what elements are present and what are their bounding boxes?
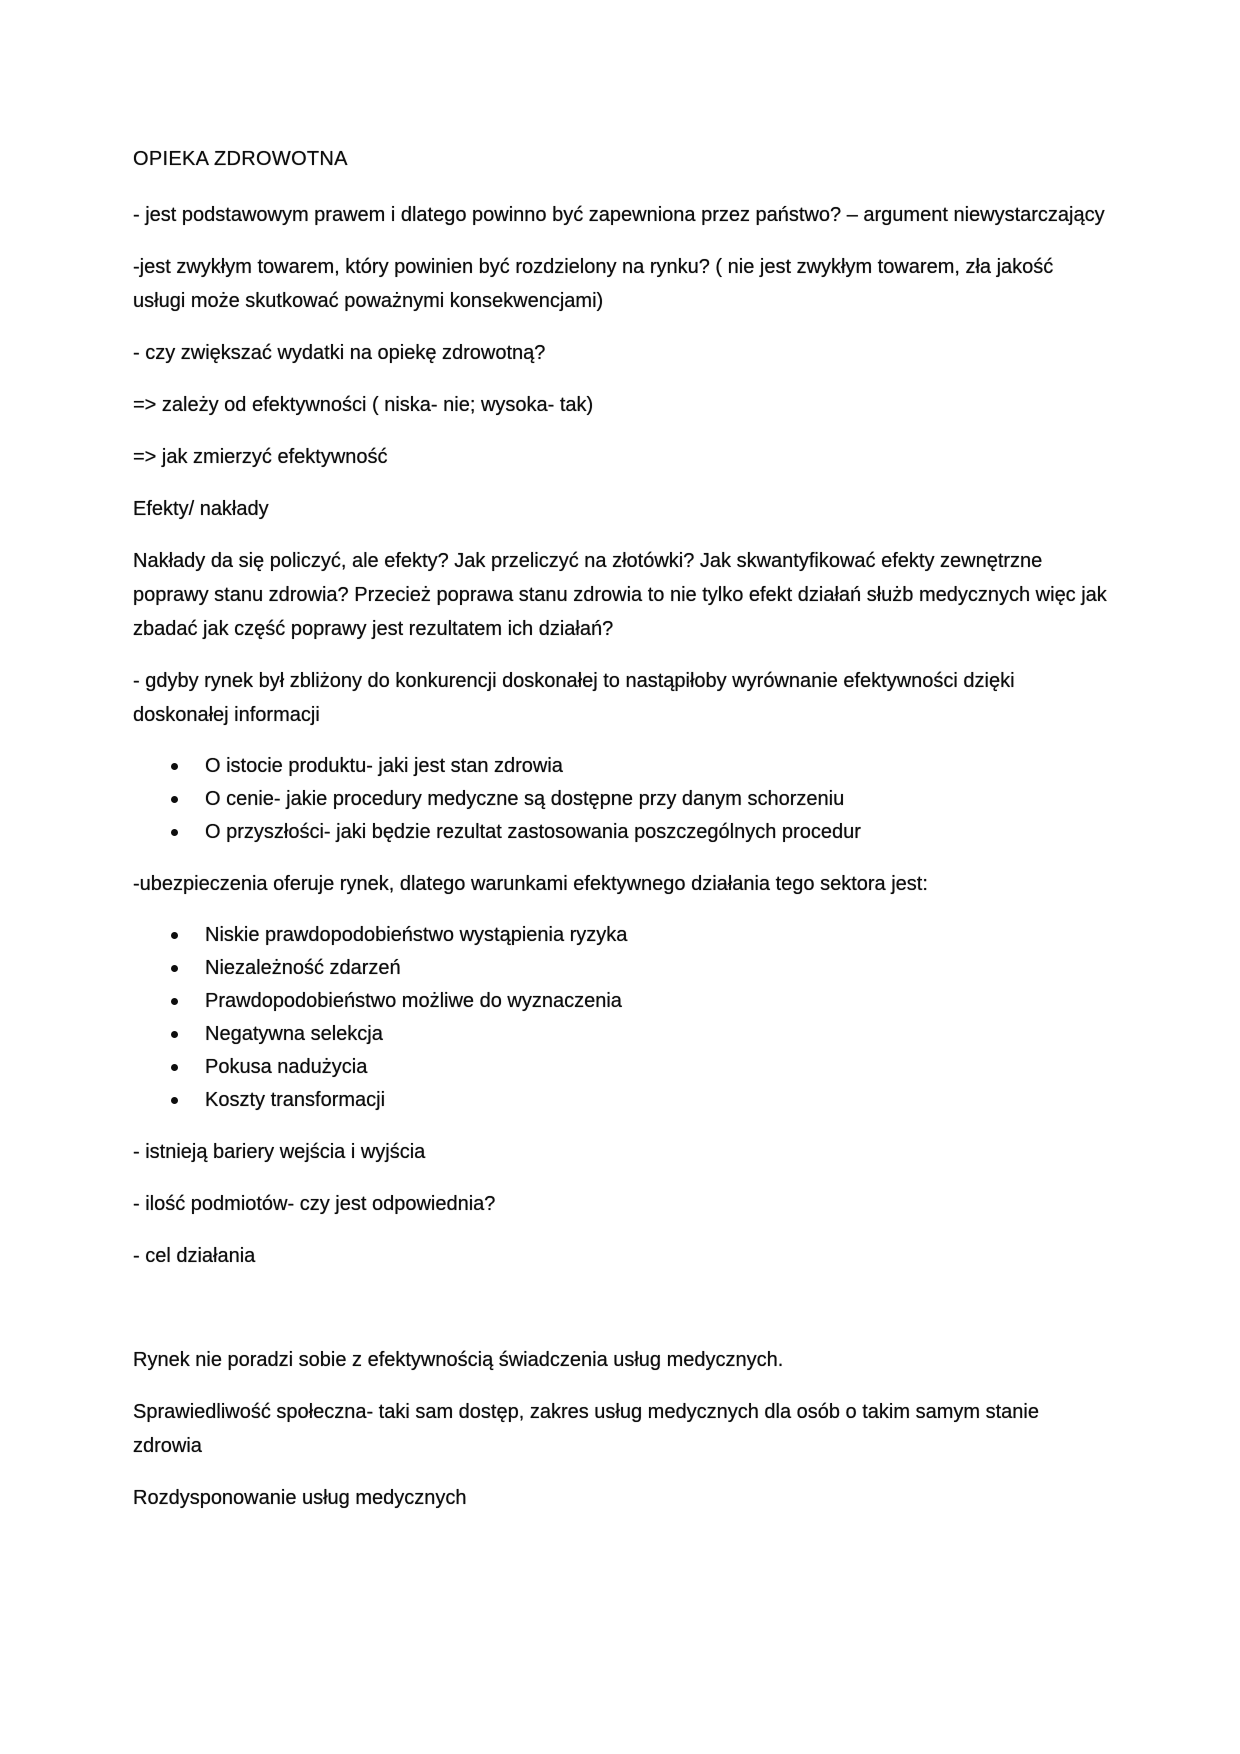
list-item: Pokusa nadużycia <box>133 1051 1110 1084</box>
list-item: Negatywna selekcja <box>133 1018 1110 1051</box>
paragraph-basic-right: - jest podstawowym prawem i dlatego powinno być zapewniona przez państwo? – argument niewystarczający <box>133 204 1105 226</box>
paragraph-insurance-conditions: -ubezpieczenia oferuje rynek, dlatego warunkami efektywnego działania tego sektora jest: <box>133 873 928 895</box>
list-item: Niezależność zdarzeń <box>133 952 1110 985</box>
list-item: Niskie prawdopodobieństwo wystąpienia ryzyka <box>133 919 1110 952</box>
paragraph-how-to-measure: => jak zmierzyć efektywność <box>133 446 388 468</box>
paragraph-entry-exit-barriers: - istnieją bariery wejścia i wyjścia <box>133 1141 426 1163</box>
list-item: O przyszłości- jaki będzie rezultat zastosowania poszczególnych procedur <box>133 816 1110 849</box>
paragraph-effects-inputs: Efekty/ nakłady <box>133 498 269 520</box>
insurance-conditions-list <box>133 919 1110 1117</box>
paragraph-social-justice: Sprawiedliwość społeczna- taki sam dostęp, zakres usług medycznych dla osób o takim samym stanie zdrowia <box>133 1401 1039 1457</box>
list-item: O cenie- jakie procedury medyczne są dostępne przy danym schorzeniu <box>133 783 1110 816</box>
paragraph-number-of-entities: - ilość podmiotów- czy jest odpowiednia? <box>133 1193 496 1215</box>
document-title: OPIEKA ZDROWOTNA <box>133 148 348 170</box>
empty-paragraph <box>133 1291 1110 1343</box>
paragraph-goal-of-action: - cel działania <box>133 1245 256 1267</box>
paragraph-quantify-effects: Nakłady da się policzyć, ale efekty? Jak przeliczyć na złotówki? Jak skwantyfikować efekty zewnętrzne poprawy stanu zdrowia? Przecież poprawa stanu zdrowia to nie tylko efekt działań służb medycznych więc jak zbadać jak część poprawy jest rezultatem ich działań? <box>133 550 1107 640</box>
paragraph-increase-spending: - czy zwiększać wydatki na opiekę zdrowotną? <box>133 342 546 364</box>
paragraph-allocation: Rozdysponowanie usług medycznych <box>133 1487 467 1509</box>
list-item: O istocie produktu- jaki jest stan zdrowia <box>133 750 1110 783</box>
information-list <box>133 750 1110 849</box>
paragraph-depends-on-effectiveness: => zależy od efektywności ( niska- nie; wysoka- tak) <box>133 394 594 416</box>
list-item: Koszty transformacji <box>133 1084 1110 1117</box>
paragraph-ordinary-good: -jest zwykłym towarem, który powinien być rozdzielony na rynku? ( nie jest zwykłym towarem, zła jakość usługi może skutkować poważnymi konsekwencjami) <box>133 256 1054 312</box>
document-body <box>133 142 1110 1515</box>
paragraph-market-conclusion: Rynek nie poradzi sobie z efektywnością świadczenia usług medycznych. <box>133 1349 784 1371</box>
paragraph-perfect-competition: - gdyby rynek był zbliżony do konkurencji doskonałej to nastąpiłoby wyrównanie efektywności dzięki doskonałej informacji <box>133 670 1015 726</box>
list-item: Prawdopodobieństwo możliwe do wyznaczenia <box>133 985 1110 1018</box>
